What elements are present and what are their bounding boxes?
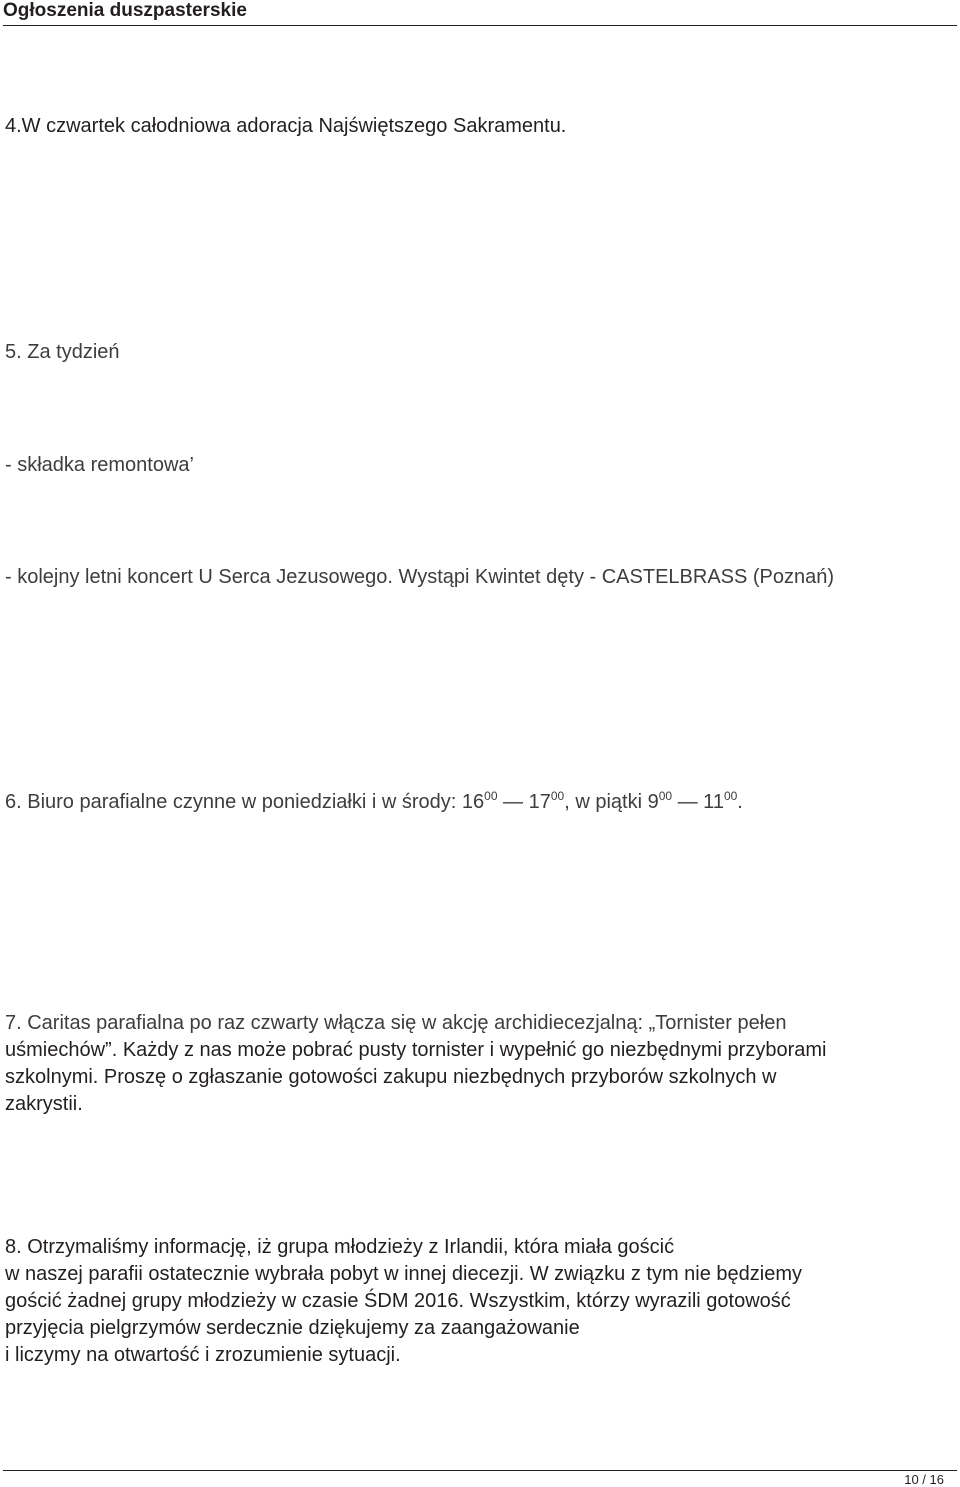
announcement-8-line: w naszej parafii ostatecznie wybrała pobyt w innej diecezji. W związku z tym nie będziemy [5, 1263, 803, 1285]
office-hours-text: , w piątki 9 [564, 791, 659, 813]
announcement-5-item-1: - składka remontowa’ [5, 454, 194, 476]
announcement-8-line: 8. Otrzymaliśmy informację, iż grupa młodzieży z Irlandii, która miała gościć [5, 1236, 675, 1258]
time-superscript: 00 [658, 789, 673, 803]
office-hours-suffix: . [737, 791, 743, 813]
announcement-8-line: przyjęcia pielgrzymów serdecznie dziękujemy za zaangażowanie [5, 1317, 580, 1339]
announcement-8-line: gościć żadnej grupy młodzieży w czasie ŚDM 2016. Wszystkim, którzy wyrazili gotowość [5, 1290, 791, 1312]
announcement-5-item-2: - kolejny letni koncert U Serca Jezusowego. Wystąpi Kwintet dęty - CASTELBRASS (Poznań) [5, 566, 835, 588]
announcement-7-line: zakrystii. [5, 1093, 83, 1115]
announcement-6 [5, 789, 743, 816]
page-header-title: Ogłoszenia duszpasterskie [3, 0, 247, 21]
office-hours-text: — 11 [672, 791, 724, 813]
header-divider [3, 25, 957, 26]
announcement-7-line: szkolnymi. Proszę o zgłaszanie gotowości zakupu niezbędnych przyborów szkolnych w [5, 1066, 777, 1088]
page-number: 10 / 16 [904, 1472, 944, 1487]
announcement-8-line: i liczymy na otwartość i zrozumienie sytuacji. [5, 1344, 401, 1366]
announcement-7 [5, 1010, 826, 1118]
office-hours-prefix: 6. Biuro parafialne czynne w poniedziałki i w środy: 16 [5, 791, 485, 813]
announcement-7-line: 7. Caritas parafialna po raz czwarty włącza się w akcję archidiecezjalną: „Tornister pełen [5, 1012, 787, 1034]
time-superscript: 00 [484, 789, 498, 803]
announcement-7-line: uśmiechów”. Każdy z nas może pobrać pusty tornister i wypełnić go niezbędnymi przyborami [5, 1039, 827, 1061]
time-superscript: 00 [723, 789, 738, 803]
announcement-8 [5, 1234, 802, 1369]
time-superscript: 00 [550, 789, 565, 803]
announcement-4: 4.W czwartek całodniowa adoracja Najświętszego Sakramentu. [5, 115, 567, 137]
office-hours-text: — 17 [497, 791, 551, 813]
announcement-5-heading: 5. Za tydzień [5, 341, 120, 363]
footer-divider [3, 1470, 957, 1471]
